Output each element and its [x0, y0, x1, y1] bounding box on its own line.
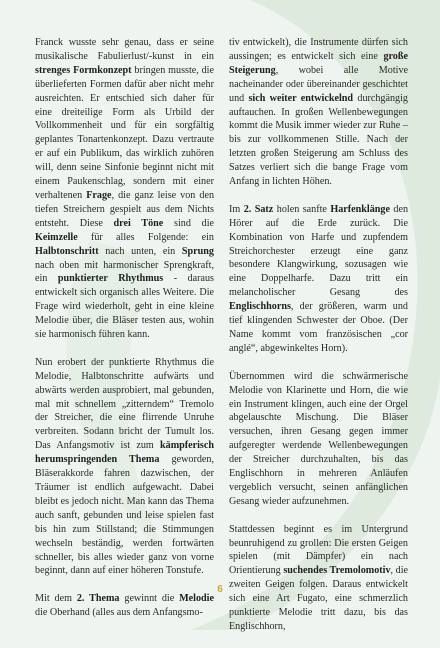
text-run: Mit dem [35, 593, 77, 605]
bold-term: suchendes Tremolomotiv [283, 565, 391, 577]
paragraph [35, 592, 214, 620]
right-column [229, 36, 408, 648]
text-run: Nun erobert der punktierte Rhythmus die Melodie, Halbtonschritte aufwärts und abwärts werden ausprobiert, mal gebunden, mal mit schnellem „zitterndem“ Tremolo der Streicher, die eine flirrende Unruhe verbreiten. Sodann bricht der Tumult los. Das Anfangsmotiv ist zum [35, 356, 214, 452]
text-run: , der größeren, warm und tief klingenden Schwester der Oboe. (Der Name kommt vom französischen „cor anglé“, abgewinkeltes Horn). [229, 301, 408, 354]
bold-term: Melodie [179, 593, 214, 605]
text-run: Übernommen wird die schwärmerische Melodie von Klarinette und Horn, die wie ein Instrument klingen, auch eine der Orgel abgelauschte Mischung. Die Bläser versuchen, ihren Gesang gegen immer aufgeregter werdende Wellenbewegungen der Streicher durchzuhalten, bis das Englischhorn in mehreren Anläufen vergeblich versucht, seinen anfänglichen Gesang wieder aufzunehmen. [229, 370, 408, 507]
text-run: Im [229, 203, 244, 215]
text-run: , die ganz leise von den tiefen Streichern gespielt aus dem Nichts entsteht. Diese [35, 189, 215, 229]
text-run: - daraus entwickelt sich organisch alles Weitere. Die Frage wird wiederholt, geht in eine kleine Melodie über, die Bläser testen aus, wohin sie harmonisch führen kann. [35, 273, 214, 341]
bold-term: 2. Thema [76, 593, 120, 605]
bold-term: punktierter Rhythmus [57, 273, 164, 285]
text-run: für alles Folgende: ein [77, 231, 214, 243]
paragraph [229, 370, 408, 509]
text-run: den Hörer auf die Erde zurück. Die Kombination von Harfe und zupfendem Streichorchester erzeugt eine ganz besondere Klangwirkung, sozusagen wie eine Doppelharfe. Dazu tritt ein melancholischer Gesang des [229, 203, 409, 299]
left-column [35, 36, 214, 634]
bold-term: strenges Formkonzept [35, 64, 132, 76]
bold-term: kämpferisch herumspringenden Thema [35, 440, 214, 466]
paragraph [229, 36, 408, 189]
bold-term: 2. Satz [243, 203, 274, 215]
paragraph [35, 356, 214, 579]
bold-term: Halbtonschritt [35, 245, 99, 257]
text-run: nach oben mit harmonischer Sprengkraft, ein [35, 259, 214, 285]
text-run: tiv entwickelt), die Instrumente dürfen sich aussingen; es entwickelt sich eine [229, 37, 408, 62]
text-run: , wobei alle Motive nacheinander oder übereinander geschichtet und [229, 64, 408, 104]
paragraph [35, 36, 214, 342]
page-number: 6 [217, 584, 223, 595]
text-run: durchgängig auftauchen. In großen Wellenbewegungen kommt die Musik immer wieder zur Ruhe – bis zur vollkommenen Stille. Nach der letzten großen Steigerung am Schluss des Satzes verliert sich die bange Frage vom Anfang in lichten Höhen. [229, 92, 408, 188]
text-run: bringen musste, die überlieferten Formen dafür aber nicht mehr ausreichten. Er entschied sich daher für eine dreiteilige Form als Urbild der Vollkommenheit und für ein sorgfältig geplantes Tonartenkonzept. Dazu vertraute er auf ein Publikum, das wirklich zuhören will, denn seine Sinfonie beginnt nicht mit einem Paukenschlag, sondern mit einer verhaltenen [35, 64, 214, 201]
bold-term: Harfenklänge [330, 203, 390, 215]
paragraph [229, 203, 408, 356]
text-run: sind die [163, 217, 215, 229]
text-run: , die zweiten Geigen folgen. Daraus entwickelt sich eine Art Fugato, eine schmerzlich punktierte Melodie tritt dazu, bis das Englischhorn, [229, 565, 408, 633]
bold-term: Englischhorns [229, 301, 291, 313]
text-run: gewinnt die [119, 593, 180, 605]
text-run: holen sanfte [273, 203, 331, 215]
text-run: Franck wusste sehr genau, dass er seine musikalische Fabulierlust/-kunst in ein [35, 37, 214, 62]
bold-term: Frage [86, 189, 112, 201]
bold-term: große Steigerung [229, 50, 408, 76]
bold-term: drei Töne [113, 217, 164, 229]
bold-term: sich weiter entwickelnd [248, 92, 354, 104]
text-run: nach unten, ein [98, 245, 182, 257]
paragraph [229, 523, 408, 634]
text-run: Stattdessen beginnt es im Untergrund beunruhigend zu grollen: Die ersten Geigen spielen (mit Dämpfer) ein nach Orientierung [229, 523, 408, 577]
bold-term: Keimzelle [35, 231, 78, 243]
bold-term: Sprung [181, 245, 214, 257]
text-run: die Oberhand (alles aus dem Anfangsmo- [35, 607, 203, 619]
text-run: geworden, Bläserakkorde fahren dazwischen, der Träumer ist endlich aufgewacht. Dabei bleibt es jedoch nicht. Man kann das Thema auch sanft, gebunden und leise spielen fast bis hin zum Stillstand; die Stimmungen wechseln beständig, werden fortwärten schneller, bis alles wieder ganz von vorne beginnt, dann auf einer höheren Tonstufe. [35, 454, 214, 577]
